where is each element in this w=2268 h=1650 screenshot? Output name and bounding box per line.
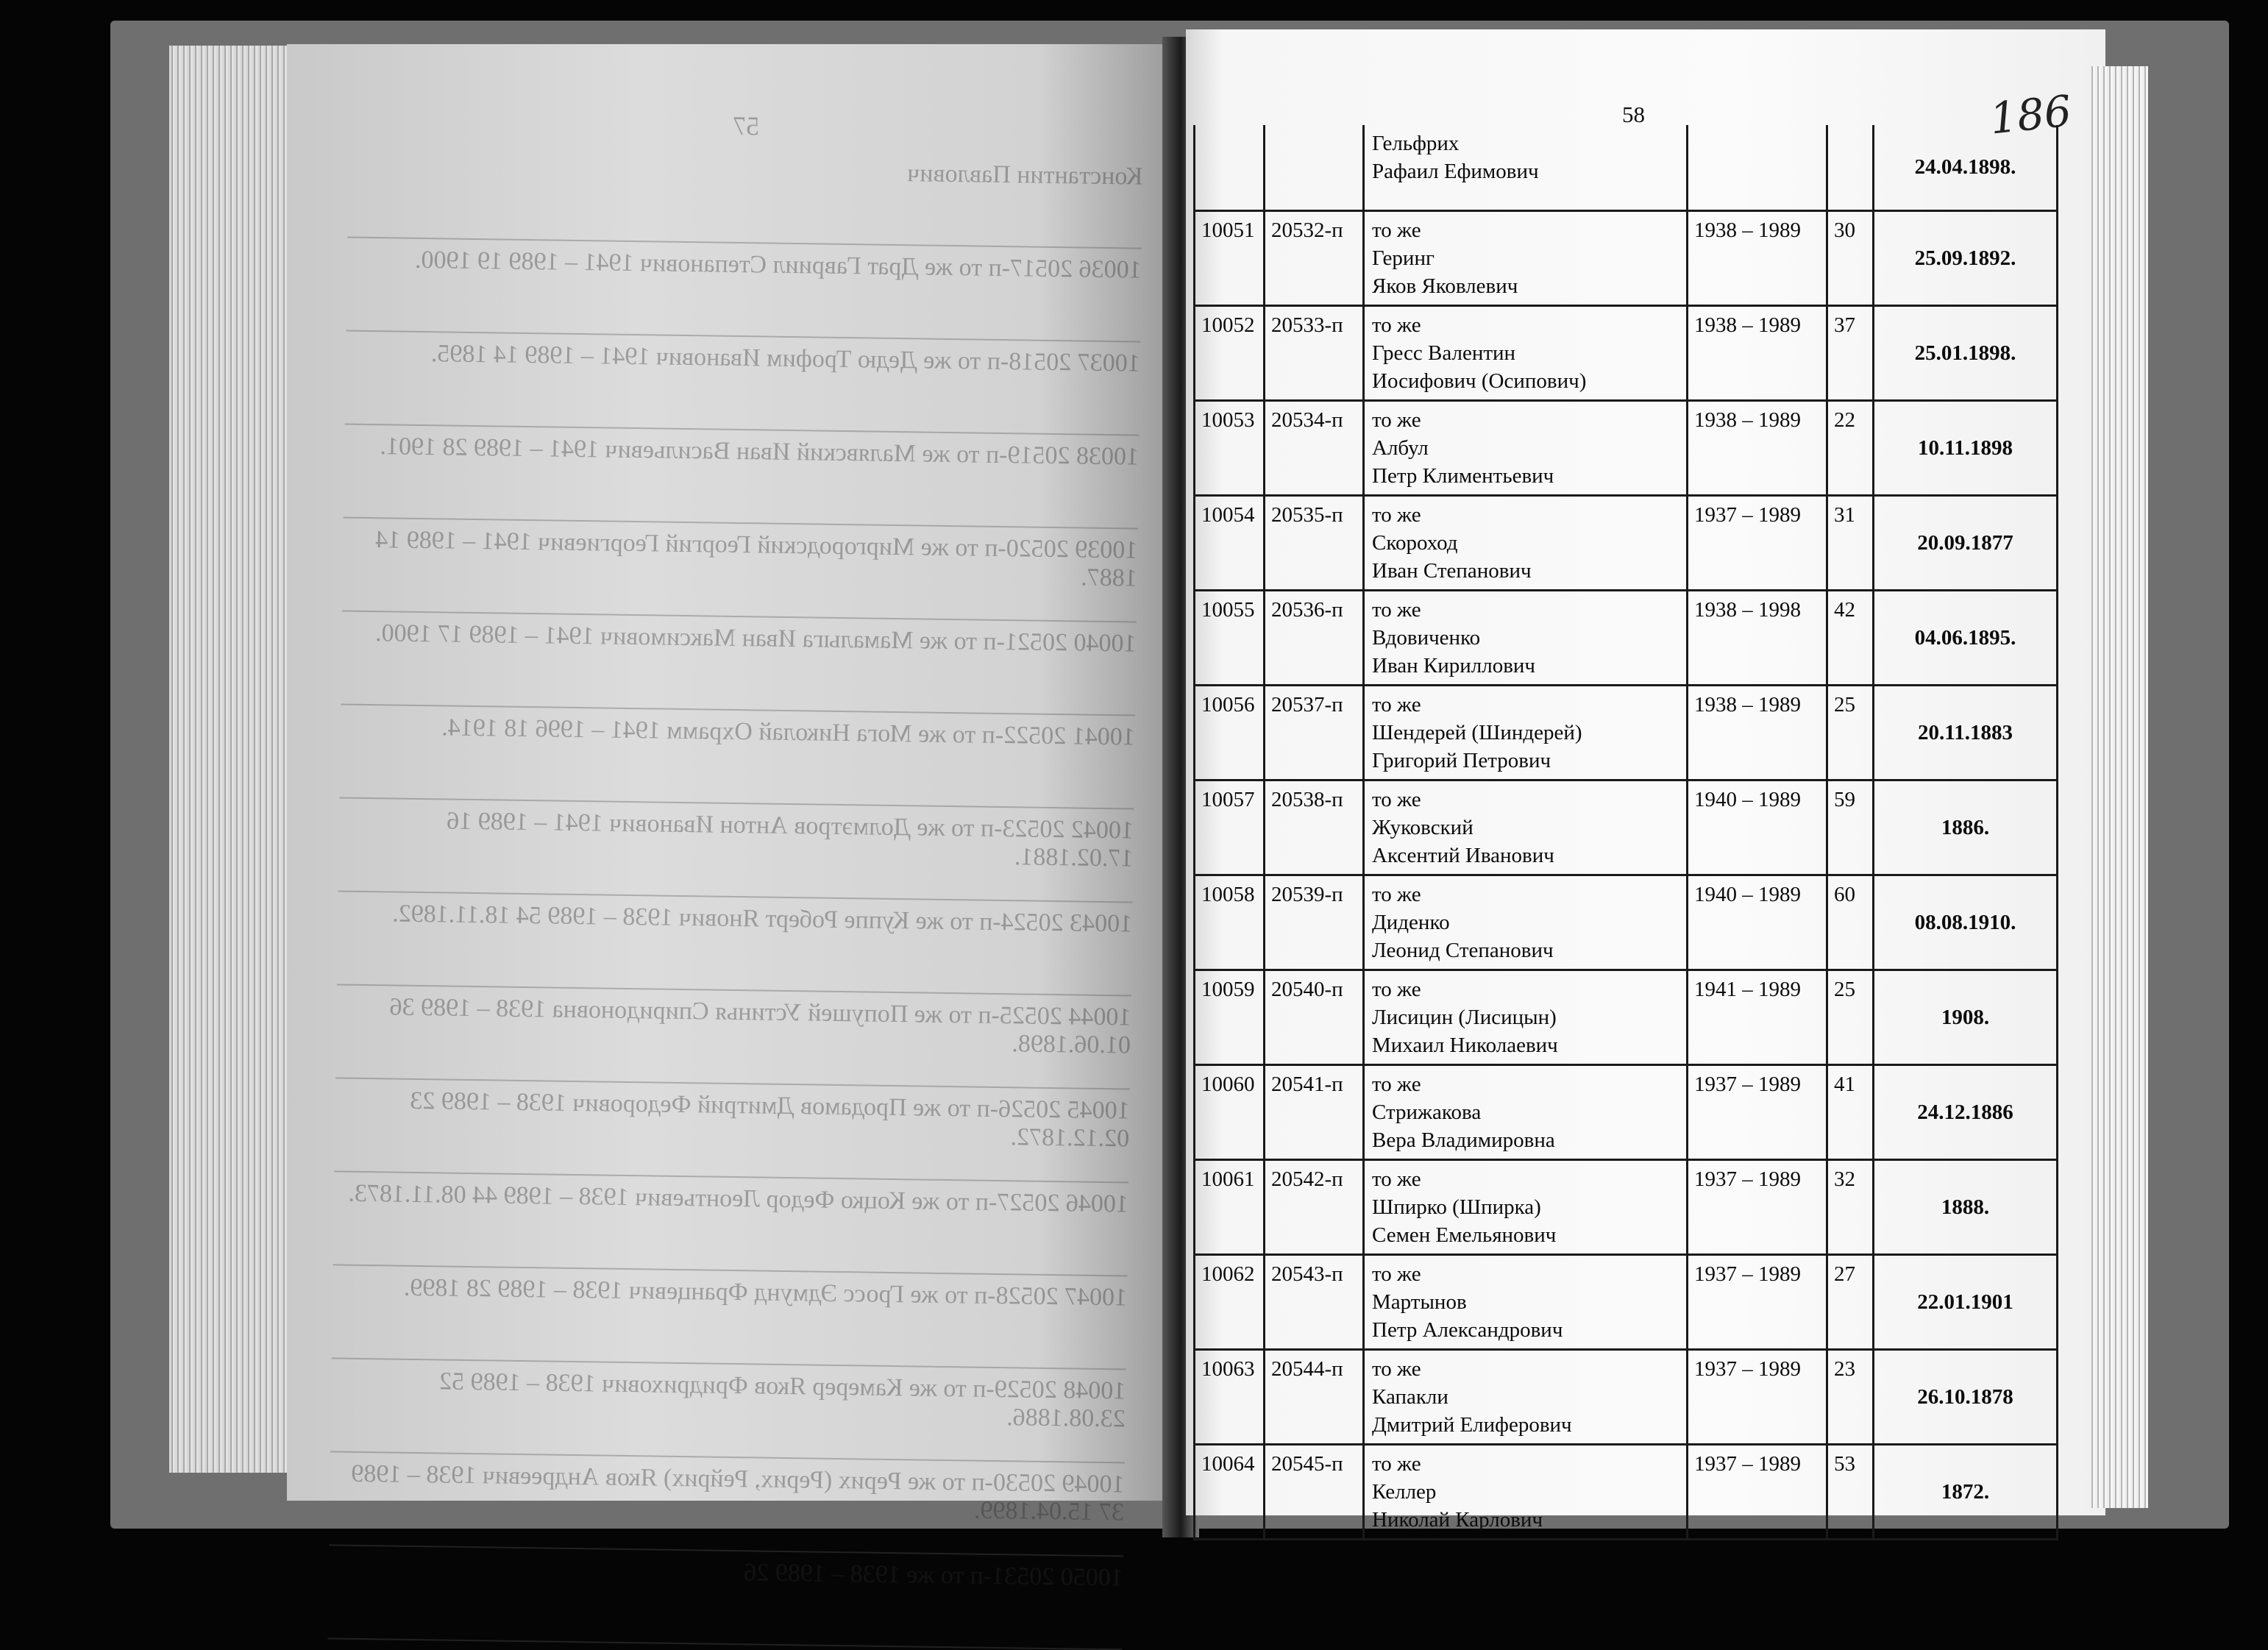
- name-line: Гельфрих: [1372, 132, 1460, 155]
- show-through-line-text: 10036 20517-п то же Драт Гавриил Степанович 1941 – 1989 19 1900.: [414, 246, 1142, 284]
- show-through-line-text: 10045 20526-п то же Продамов Дмитрий Федорович 1938 – 1989 23 02.12.1872.: [410, 1087, 1130, 1153]
- years-range: 1937 – 1989: [1688, 1254, 1827, 1349]
- record-number: 10058: [1195, 875, 1265, 970]
- person-name: [1364, 495, 1688, 590]
- sheet-count: 31: [1827, 495, 1874, 590]
- person-name: [1364, 875, 1688, 970]
- birth-date: 22.01.1901: [1874, 1254, 2058, 1349]
- person-name: [1364, 1444, 1688, 1539]
- show-through-line: [338, 798, 1134, 903]
- years-range: 1937 – 1989: [1688, 1444, 1827, 1539]
- sheet-count: 59: [1827, 780, 1874, 875]
- name-line: то же: [1372, 597, 1421, 622]
- show-through-line-text: 10038 20519-п то же Малявский Иван Васильевич 1941 – 1989 28 1901.: [380, 433, 1140, 471]
- show-through-line-text: 10040 20521-п то же Мамалыга Иван Максимович 1941 – 1989 17 1900.: [374, 619, 1137, 658]
- table-row: [1195, 685, 2058, 780]
- case-number: [1265, 125, 1364, 210]
- table-row: [1195, 1349, 2058, 1444]
- name-line: то же: [1372, 1262, 1421, 1286]
- years-range: 1937 – 1989: [1688, 1159, 1827, 1254]
- case-number: 20533-п: [1265, 305, 1364, 400]
- show-through-line-text: 10049 20530-п то же Рерих (Рерих, Рейрих) Яков Андреевич 1938 – 1989 37 15.04.1899.: [351, 1459, 1125, 1526]
- name-line: Гресс Валентин: [1372, 341, 1516, 365]
- left-page-number: 57: [732, 110, 760, 141]
- birth-date: 1888.: [1874, 1159, 2058, 1254]
- name-line: Рафаил Ефимович: [1372, 160, 1539, 183]
- show-through-line: [346, 238, 1142, 343]
- birth-date: 24.04.1898.: [1874, 125, 2058, 210]
- record-number: 10061: [1195, 1159, 1265, 1254]
- sheet-count: 42: [1827, 590, 1874, 685]
- name-line: Михаил Николаевич: [1372, 1033, 1558, 1057]
- table-row: [1195, 305, 2058, 400]
- show-through-line-text: 10044 20525-п то же Попушей Устинья Спиридоновна 1938 – 1989 36 01.06.1898.: [389, 993, 1131, 1059]
- name-line: то же: [1372, 1356, 1421, 1381]
- name-line: Петр Александрович: [1372, 1317, 1563, 1342]
- years-range: 1938 – 1998: [1688, 590, 1827, 685]
- years-range: 1940 – 1989: [1688, 780, 1827, 875]
- years-range: 1938 – 1989: [1688, 305, 1827, 400]
- case-number: 20536-п: [1265, 590, 1364, 685]
- case-number: 20543-п: [1265, 1254, 1364, 1349]
- years-range: 1938 – 1989: [1688, 210, 1827, 305]
- record-number: 10051: [1195, 210, 1265, 305]
- sheet-count: 60: [1827, 875, 1874, 970]
- years-range: 1938 – 1989: [1688, 685, 1827, 780]
- years-range: 1938 – 1989: [1688, 400, 1827, 495]
- sheet-count: 23: [1827, 1349, 1874, 1444]
- case-number: 20534-п: [1265, 400, 1364, 495]
- case-number: 20539-п: [1265, 875, 1364, 970]
- show-through-line: [330, 1359, 1126, 1463]
- table-row: [1195, 1159, 2058, 1254]
- birth-date: 10.11.1898: [1874, 400, 2058, 495]
- birth-date: 1872.: [1874, 1444, 2058, 1539]
- birth-date: 24.12.1886: [1874, 1064, 2058, 1159]
- name-line: Яков Яковлевич: [1372, 274, 1518, 298]
- sheet-count: 30: [1827, 210, 1874, 305]
- name-line: Стрижакова: [1372, 1100, 1482, 1124]
- name-line: то же: [1372, 502, 1421, 527]
- case-number: 20540-п: [1265, 970, 1364, 1064]
- table-row: [1195, 875, 2058, 970]
- name-line: Шпирко (Шпирка): [1372, 1195, 1541, 1219]
- record-number: 10060: [1195, 1064, 1265, 1159]
- show-through-line: [327, 1546, 1123, 1650]
- show-through-line: [333, 1172, 1129, 1276]
- person-name: [1364, 125, 1688, 210]
- show-through-line-text: 10037 20518-п то же Дедю Трофим Иванович 1941 – 1989 14 1895.: [430, 340, 1141, 377]
- table-row: [1195, 400, 2058, 495]
- record-number: 10059: [1195, 970, 1265, 1064]
- case-number: 20545-п: [1265, 1444, 1364, 1539]
- show-through-line: [345, 332, 1141, 436]
- record-number: 10053: [1195, 400, 1265, 495]
- table-row: [1195, 125, 2058, 210]
- person-name: [1364, 210, 1688, 305]
- name-line: то же: [1372, 408, 1421, 432]
- table-row: [1195, 780, 2058, 875]
- person-name: [1364, 970, 1688, 1064]
- handwritten-page-number: 186: [1987, 85, 2074, 144]
- name-line: то же: [1372, 882, 1421, 906]
- name-line: Шендерей (Шиндерей): [1372, 720, 1582, 744]
- table-row: [1195, 210, 2058, 305]
- person-name: [1364, 685, 1688, 780]
- name-line: Капакли: [1372, 1384, 1448, 1409]
- person-name: [1364, 1349, 1688, 1444]
- name-line: Геринг: [1372, 246, 1435, 270]
- name-line: Албул: [1372, 435, 1429, 460]
- case-number: 20538-п: [1265, 780, 1364, 875]
- sheet-count: [1827, 125, 1874, 210]
- name-line: то же: [1372, 977, 1421, 1001]
- sheet-count: 27: [1827, 1254, 1874, 1349]
- person-name: [1364, 1064, 1688, 1159]
- name-line: Григорий Петрович: [1372, 748, 1551, 772]
- sheet-count: 22: [1827, 400, 1874, 495]
- birth-date: 08.08.1910.: [1874, 875, 2058, 970]
- case-number: 20532-п: [1265, 210, 1364, 305]
- sheet-count: 37: [1827, 305, 1874, 400]
- case-number: 20537-п: [1265, 685, 1364, 780]
- show-through-line-text: 10048 20529-п то же Камерер Яков Фридрихович 1938 – 1989 52 23.08.1886.: [438, 1368, 1126, 1433]
- name-line: Дмитрий Елиферович: [1372, 1412, 1572, 1437]
- name-line: то же: [1372, 787, 1421, 811]
- name-line: Мартынов: [1372, 1290, 1467, 1314]
- table-row: [1195, 1064, 2058, 1159]
- record-number: 10062: [1195, 1254, 1265, 1349]
- show-through-line-text: Константин Павлович: [906, 160, 1143, 191]
- case-number: 20542-п: [1265, 1159, 1364, 1254]
- left-page-edges: [169, 46, 302, 1473]
- record-number: 10056: [1195, 685, 1265, 780]
- case-number: 20541-п: [1265, 1064, 1364, 1159]
- show-through-line: [339, 705, 1135, 809]
- years-range: [1688, 125, 1827, 210]
- register-rows: [1195, 125, 2058, 1539]
- person-name: [1364, 400, 1688, 495]
- name-line: то же: [1372, 1072, 1421, 1096]
- show-through-line-text: 10039 20520-п то же Миргородский Георгий Георгиевич 1941 – 1989 14 1887.: [374, 526, 1138, 592]
- name-line: то же: [1372, 1167, 1421, 1191]
- table-row: [1195, 1254, 2058, 1349]
- show-through-line: [335, 985, 1131, 1089]
- show-through-line: [329, 1452, 1125, 1557]
- person-name: [1364, 1159, 1688, 1254]
- show-through-text: [327, 105, 1143, 1650]
- show-through-line: [341, 611, 1137, 716]
- birth-date: 26.10.1878: [1874, 1349, 2058, 1444]
- years-range: 1941 – 1989: [1688, 970, 1827, 1064]
- name-line: то же: [1372, 218, 1421, 242]
- show-through-line-text: 10042 20523-п то же Долмэтров Антон Иванович 1941 – 1989 16 17.02.1881.: [446, 807, 1134, 872]
- name-line: Николай Карлович: [1372, 1507, 1543, 1532]
- show-through-line-text: 10047 20528-п то же Гросс Эдмунд Францевич 1938 – 1989 28 1899.: [403, 1273, 1128, 1312]
- birth-date: 20.11.1883: [1874, 685, 2058, 780]
- person-name: [1364, 590, 1688, 685]
- name-line: то же: [1372, 692, 1421, 716]
- name-line: Иосифович (Осипович): [1372, 369, 1587, 393]
- show-through-line: [334, 1078, 1130, 1183]
- name-line: Петр Климентьевич: [1372, 463, 1554, 488]
- years-range: 1937 – 1989: [1688, 1064, 1827, 1159]
- years-range: 1937 – 1989: [1688, 495, 1827, 590]
- show-through-line: [342, 519, 1138, 623]
- name-line: Скороход: [1372, 530, 1458, 555]
- left-page: [287, 44, 1170, 1592]
- right-page-edges: [2089, 66, 2148, 1508]
- person-name: [1364, 1254, 1688, 1349]
- name-line: Иван Степанович: [1372, 558, 1532, 583]
- record-number: 10055: [1195, 590, 1265, 685]
- record-number: 10054: [1195, 495, 1265, 590]
- name-line: Вдовиченко: [1372, 625, 1481, 650]
- record-number: 10063: [1195, 1349, 1265, 1444]
- name-line: Келлер: [1372, 1479, 1437, 1504]
- name-line: то же: [1372, 313, 1421, 337]
- show-through-line-text: 10043 20524-п то же Куппе Роберт Янович 1938 – 1989 54 18.11.1892.: [391, 900, 1133, 938]
- page-number: 58: [1622, 102, 1645, 127]
- birth-date: 04.06.1895.: [1874, 590, 2058, 685]
- record-number: 10052: [1195, 305, 1265, 400]
- name-line: Диденко: [1372, 910, 1450, 934]
- show-through-line: [347, 145, 1143, 249]
- show-through-line-text: 10046 20527-п то же Коцко Федор Леонтьевич 1938 – 1989 44 08.11.1873.: [348, 1179, 1129, 1218]
- show-through-line: [332, 1265, 1128, 1370]
- case-number: 20535-п: [1265, 495, 1364, 590]
- sheet-count: 25: [1827, 685, 1874, 780]
- name-line: Леонид Степанович: [1372, 938, 1554, 962]
- case-number: 20544-п: [1265, 1349, 1364, 1444]
- name-line: Иван Кириллович: [1372, 653, 1536, 678]
- sheet-count: 41: [1827, 1064, 1874, 1159]
- birth-date: 25.09.1892.: [1874, 210, 2058, 305]
- birth-date: 1886.: [1874, 780, 2058, 875]
- show-through-line: [337, 892, 1133, 996]
- name-line: Вера Владимировна: [1372, 1128, 1555, 1152]
- name-line: Семен Емельянович: [1372, 1223, 1557, 1247]
- birth-date: 20.09.1877: [1874, 495, 2058, 590]
- sheet-count: 32: [1827, 1159, 1874, 1254]
- birth-date: 25.01.1898.: [1874, 305, 2058, 400]
- show-through-lines: [327, 145, 1142, 1650]
- show-through-line: [344, 425, 1140, 530]
- name-line: Аксентий Иванович: [1372, 843, 1554, 867]
- name-line: Лисицин (Лисицын): [1372, 1005, 1557, 1029]
- show-through-line-text: 10041 20522-п то же Мога Николай Охрамм 1941 – 1996 18 1914.: [441, 714, 1135, 751]
- show-through-line-text: 10050 20531-п то же 1938 – 1989 26: [743, 1559, 1124, 1592]
- person-name: [1364, 305, 1688, 400]
- years-range: 1940 – 1989: [1688, 875, 1827, 970]
- record-number: 10057: [1195, 780, 1265, 875]
- name-line: то же: [1372, 1451, 1421, 1476]
- table-row: [1195, 590, 2058, 685]
- table-row: [1195, 495, 2058, 590]
- person-name: [1364, 780, 1688, 875]
- table-row: [1195, 970, 2058, 1064]
- record-number: 10064: [1195, 1444, 1265, 1539]
- register-table: [1193, 125, 2058, 1540]
- sheet-count: 25: [1827, 970, 1874, 1064]
- table-row: [1195, 1444, 2058, 1539]
- years-range: 1937 – 1989: [1688, 1349, 1827, 1444]
- birth-date: 1908.: [1874, 970, 2058, 1064]
- sheet-count: 53: [1827, 1444, 1874, 1539]
- record-number: [1195, 125, 1265, 210]
- name-line: Жуковский: [1372, 815, 1474, 839]
